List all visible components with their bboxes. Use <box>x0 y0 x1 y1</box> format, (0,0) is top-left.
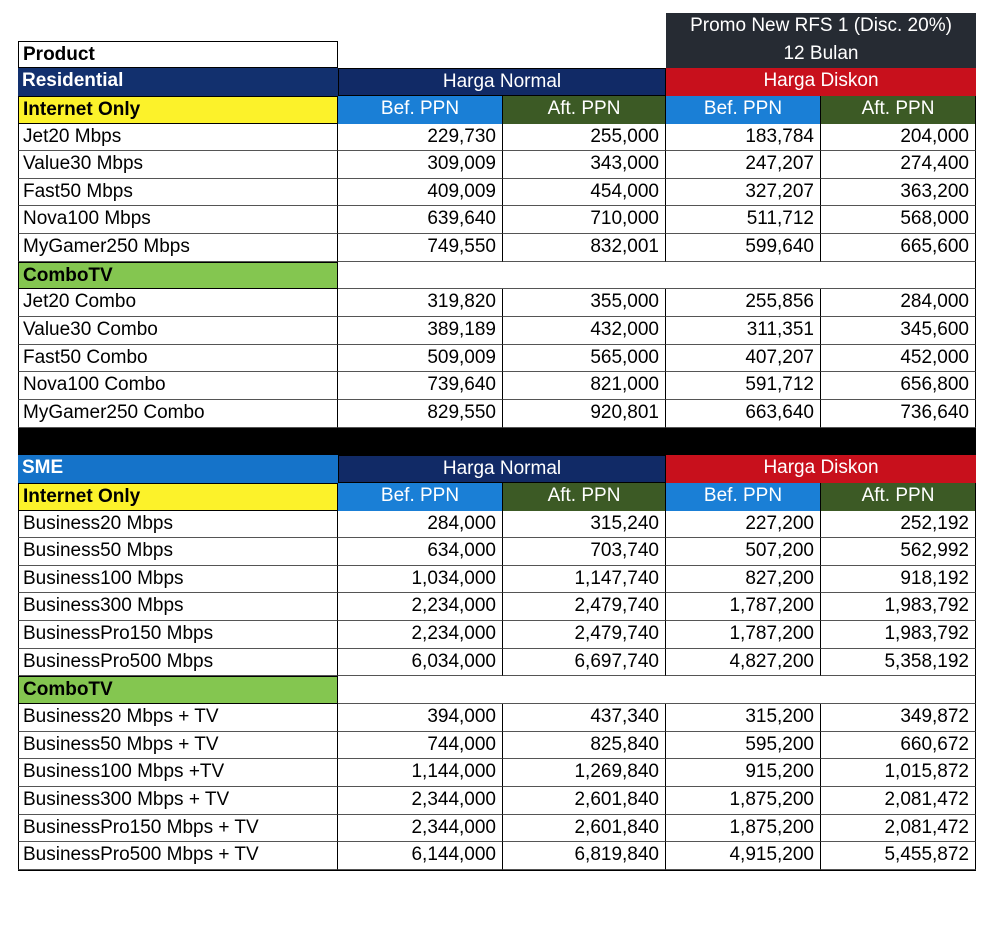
price-cell: 389,189 <box>338 317 503 345</box>
aft-ppn-header: Aft. PPN <box>503 483 666 511</box>
price-cell: 1,787,200 <box>666 593 821 621</box>
price-cell: 1,147,740 <box>503 566 666 594</box>
table-row <box>18 234 976 262</box>
table-row <box>18 593 976 621</box>
price-cell: 1,034,000 <box>338 566 503 594</box>
price-cell: 315,240 <box>503 511 666 539</box>
price-cell: 5,358,192 <box>821 649 976 677</box>
price-cell: 1,015,872 <box>821 759 976 787</box>
price-cell: 319,820 <box>338 289 503 317</box>
sme-combo-label-row <box>18 676 976 704</box>
price-cell: 739,640 <box>338 372 503 400</box>
table-row <box>18 566 976 594</box>
sme-internet-rows <box>18 511 976 677</box>
product-name: MyGamer250 Mbps <box>18 234 338 262</box>
price-cell: 2,601,840 <box>503 815 666 843</box>
price-cell: 660,672 <box>821 732 976 760</box>
combotv-label: ComboTV <box>18 262 338 290</box>
table-row <box>18 842 976 870</box>
product-name: BusinessPro500 Mbps <box>18 649 338 677</box>
price-cell: 507,200 <box>666 538 821 566</box>
product-name: Fast50 Combo <box>18 345 338 373</box>
product-name: Value30 Combo <box>18 317 338 345</box>
price-cell: 394,000 <box>338 704 503 732</box>
harga-diskon-header: Harga Diskon <box>666 455 976 483</box>
price-cell: 2,234,000 <box>338 621 503 649</box>
price-cell: 639,640 <box>338 206 503 234</box>
price-cell: 511,712 <box>666 206 821 234</box>
price-cell: 634,000 <box>338 538 503 566</box>
aft-ppn-header: Aft. PPN <box>503 96 666 124</box>
product-name: Business20 Mbps + TV <box>18 704 338 732</box>
price-cell: 1,269,840 <box>503 759 666 787</box>
promo-duration: 12 Bulan <box>666 41 976 69</box>
price-table <box>18 13 976 871</box>
price-cell: 274,400 <box>821 151 976 179</box>
table-row <box>18 815 976 843</box>
price-cell: 825,840 <box>503 732 666 760</box>
price-cell: 345,600 <box>821 317 976 345</box>
price-cell: 1,875,200 <box>666 787 821 815</box>
price-cell: 2,344,000 <box>338 815 503 843</box>
price-cell: 565,000 <box>503 345 666 373</box>
product-name: Business300 Mbps <box>18 593 338 621</box>
price-cell: 229,730 <box>338 124 503 152</box>
product-name: Fast50 Mbps <box>18 179 338 207</box>
price-cell: 1,875,200 <box>666 815 821 843</box>
residential-header-row <box>18 68 976 96</box>
segment-residential: Residential <box>18 68 338 96</box>
price-cell: 4,827,200 <box>666 649 821 677</box>
price-cell: 437,340 <box>503 704 666 732</box>
product-name: Business300 Mbps + TV <box>18 787 338 815</box>
price-cell: 568,000 <box>821 206 976 234</box>
price-cell: 6,819,840 <box>503 842 666 870</box>
price-cell: 2,601,840 <box>503 787 666 815</box>
table-row <box>18 289 976 317</box>
residential-combo-rows <box>18 289 976 427</box>
residential-combo-label-row <box>18 262 976 290</box>
price-cell: 2,479,740 <box>503 593 666 621</box>
sme-subheader-row <box>18 483 976 511</box>
harga-normal-header: Harga Normal <box>338 68 666 96</box>
table-row <box>18 787 976 815</box>
product-name: Jet20 Mbps <box>18 124 338 152</box>
price-cell: 591,712 <box>666 372 821 400</box>
price-cell: 255,000 <box>503 124 666 152</box>
price-cell: 915,200 <box>666 759 821 787</box>
price-cell: 452,000 <box>821 345 976 373</box>
price-cell: 1,787,200 <box>666 621 821 649</box>
table-row <box>18 704 976 732</box>
price-cell: 363,200 <box>821 179 976 207</box>
price-cell: 227,200 <box>666 511 821 539</box>
bef-ppn-header: Bef. PPN <box>666 483 821 511</box>
product-name: BusinessPro150 Mbps + TV <box>18 815 338 843</box>
table-row <box>18 400 976 428</box>
price-cell: 355,000 <box>503 289 666 317</box>
price-cell: 920,801 <box>503 400 666 428</box>
aft-ppn-header: Aft. PPN <box>821 483 976 511</box>
price-cell: 1,983,792 <box>821 621 976 649</box>
table-row <box>18 621 976 649</box>
sme-header-row <box>18 455 976 483</box>
price-cell: 183,784 <box>666 124 821 152</box>
price-cell: 6,697,740 <box>503 649 666 677</box>
harga-normal-header: Harga Normal <box>338 455 666 483</box>
price-cell: 832,001 <box>503 234 666 262</box>
table-row <box>18 345 976 373</box>
bef-ppn-header: Bef. PPN <box>338 96 503 124</box>
table-row <box>18 151 976 179</box>
price-cell: 2,081,472 <box>821 787 976 815</box>
product-name: Jet20 Combo <box>18 289 338 317</box>
price-cell: 2,344,000 <box>338 787 503 815</box>
promo-title-row <box>18 13 976 41</box>
promo-title: Promo New RFS 1 (Disc. 20%) <box>666 13 976 41</box>
price-cell: 509,009 <box>338 345 503 373</box>
product-name: BusinessPro500 Mbps + TV <box>18 842 338 870</box>
price-cell: 432,000 <box>503 317 666 345</box>
price-cell: 6,144,000 <box>338 842 503 870</box>
table-row <box>18 317 976 345</box>
price-cell: 749,550 <box>338 234 503 262</box>
residential-subheader-row <box>18 96 976 124</box>
price-cell: 663,640 <box>666 400 821 428</box>
price-cell: 744,000 <box>338 732 503 760</box>
price-cell: 599,640 <box>666 234 821 262</box>
price-cell: 409,009 <box>338 179 503 207</box>
price-cell: 1,983,792 <box>821 593 976 621</box>
product-name: Nova100 Mbps <box>18 206 338 234</box>
product-name: BusinessPro150 Mbps <box>18 621 338 649</box>
price-cell: 2,234,000 <box>338 593 503 621</box>
price-cell: 2,081,472 <box>821 815 976 843</box>
product-name: Business100 Mbps +TV <box>18 759 338 787</box>
combotv-label: ComboTV <box>18 676 338 704</box>
product-name: Business50 Mbps <box>18 538 338 566</box>
price-cell: 1,144,000 <box>338 759 503 787</box>
table-row <box>18 759 976 787</box>
table-row <box>18 538 976 566</box>
price-cell: 2,479,740 <box>503 621 666 649</box>
price-cell: 665,600 <box>821 234 976 262</box>
price-cell: 710,000 <box>503 206 666 234</box>
section-divider <box>18 428 976 456</box>
price-cell: 247,207 <box>666 151 821 179</box>
product-name: Business50 Mbps + TV <box>18 732 338 760</box>
table-row <box>18 179 976 207</box>
price-cell: 736,640 <box>821 400 976 428</box>
price-cell: 407,207 <box>666 345 821 373</box>
price-cell: 5,455,872 <box>821 842 976 870</box>
price-cell: 311,351 <box>666 317 821 345</box>
table-row <box>18 511 976 539</box>
product-name: Business20 Mbps <box>18 511 338 539</box>
bef-ppn-header: Bef. PPN <box>338 483 503 511</box>
internet-only-label: Internet Only <box>18 483 338 511</box>
price-cell: 4,915,200 <box>666 842 821 870</box>
harga-diskon-header: Harga Diskon <box>666 68 976 96</box>
price-cell: 349,872 <box>821 704 976 732</box>
price-cell: 562,992 <box>821 538 976 566</box>
sme-combo-rows <box>18 704 976 870</box>
product-row <box>18 41 976 69</box>
price-cell: 252,192 <box>821 511 976 539</box>
residential-internet-rows <box>18 124 976 262</box>
product-name: Business100 Mbps <box>18 566 338 594</box>
price-cell: 284,000 <box>821 289 976 317</box>
price-cell: 821,000 <box>503 372 666 400</box>
bef-ppn-header: Bef. PPN <box>666 96 821 124</box>
price-cell: 703,740 <box>503 538 666 566</box>
price-cell: 284,000 <box>338 511 503 539</box>
price-cell: 918,192 <box>821 566 976 594</box>
table-row <box>18 732 976 760</box>
price-cell: 204,000 <box>821 124 976 152</box>
table-row <box>18 206 976 234</box>
price-cell: 255,856 <box>666 289 821 317</box>
product-header: Product <box>18 41 338 69</box>
price-cell: 343,000 <box>503 151 666 179</box>
product-name: Value30 Mbps <box>18 151 338 179</box>
price-cell: 827,200 <box>666 566 821 594</box>
price-cell: 829,550 <box>338 400 503 428</box>
table-bottom-border <box>18 870 976 871</box>
price-cell: 315,200 <box>666 704 821 732</box>
price-cell: 595,200 <box>666 732 821 760</box>
price-cell: 656,800 <box>821 372 976 400</box>
table-row <box>18 124 976 152</box>
table-row <box>18 649 976 677</box>
price-cell: 327,207 <box>666 179 821 207</box>
aft-ppn-header: Aft. PPN <box>821 96 976 124</box>
price-cell: 309,009 <box>338 151 503 179</box>
table-row <box>18 372 976 400</box>
segment-sme: SME <box>18 455 338 483</box>
product-name: MyGamer250 Combo <box>18 400 338 428</box>
product-name: Nova100 Combo <box>18 372 338 400</box>
internet-only-label: Internet Only <box>18 96 338 124</box>
price-cell: 6,034,000 <box>338 649 503 677</box>
price-cell: 454,000 <box>503 179 666 207</box>
